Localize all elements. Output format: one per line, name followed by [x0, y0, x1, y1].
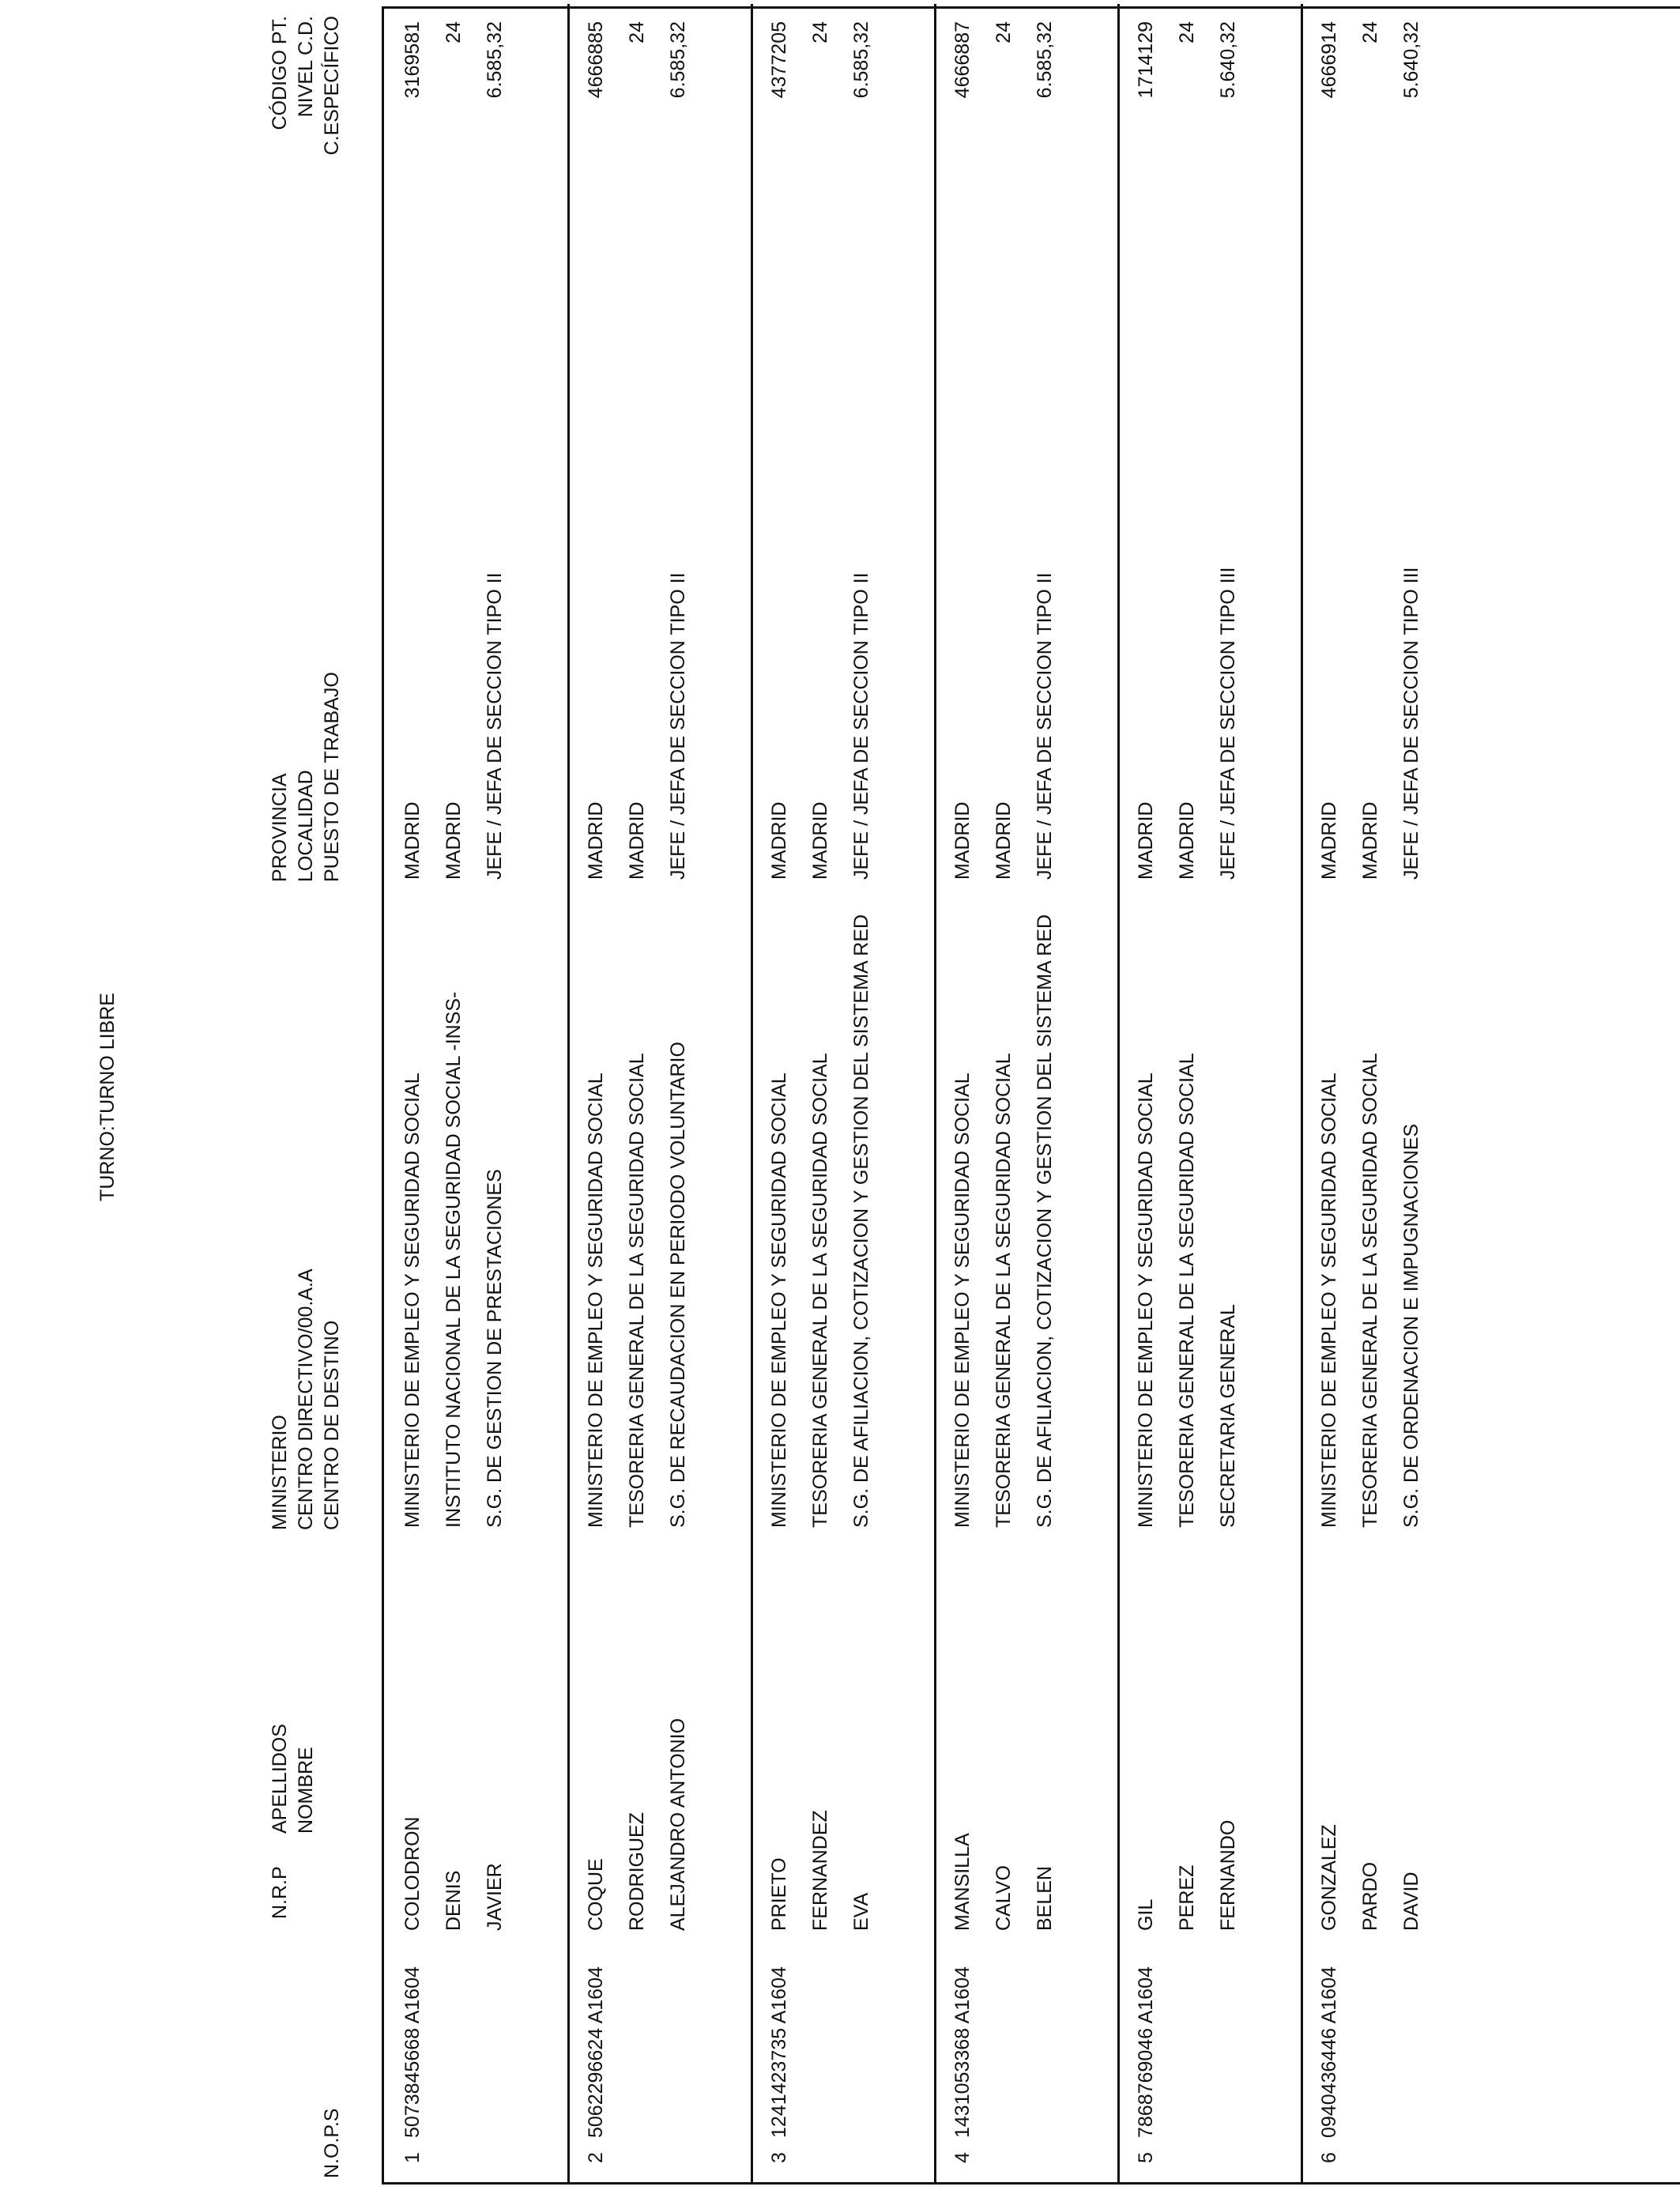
c-especifico: 6.585,32	[1034, 21, 1056, 99]
apellido2: CALVO	[993, 1865, 1015, 1931]
table-row	[770, 4, 932, 2182]
localidad: MADRID	[626, 801, 648, 880]
ministerio: MINISTERIO DE EMPLEO Y SEGURIDAD SOCIAL	[585, 1072, 607, 1528]
nivel-cd: 24	[993, 21, 1015, 43]
header-provincia-label: PROVINCIA	[269, 773, 291, 882]
nrp-value: 1431053368 A1604	[951, 1966, 974, 2138]
header-nrp-label: N.R.P	[269, 1866, 291, 1919]
apellido1: GIL	[1135, 1898, 1157, 1931]
nrp-value: 7868769046 A1604	[1135, 1966, 1157, 2138]
centro-directivo: TESORERIA GENERAL DE LA SEGURIDAD SOCIAL	[1176, 1053, 1198, 1528]
nombre: EVA	[850, 1892, 872, 1931]
codigo-pt: 4377205	[768, 21, 790, 99]
provincia: MADRID	[951, 801, 974, 880]
header-centro-destino-label: CENTRO DE DESTINO	[321, 1320, 343, 1530]
localidad: MADRID	[1359, 801, 1381, 880]
centro-directivo: INSTITUTO NACIONAL DE LA SEGURIDAD SOCIAL -INSS-	[443, 991, 465, 1528]
ministerio: MINISTERIO DE EMPLEO Y SEGURIDAD SOCIAL	[401, 1072, 424, 1528]
header-puesto-label: PUESTO DE TRABAJO	[321, 672, 343, 882]
nombre: JAVIER	[484, 1863, 506, 1931]
localidad: MADRID	[993, 801, 1015, 880]
localidad: MADRID	[1176, 801, 1198, 880]
ministerio: MINISTERIO DE EMPLEO Y SEGURIDAD SOCIAL	[951, 1072, 974, 1528]
provincia: MADRID	[768, 801, 790, 880]
centro-directivo: TESORERIA GENERAL DE LA SEGURIDAD SOCIAL	[809, 1053, 831, 1528]
nombre: BELEN	[1034, 1866, 1056, 1931]
codigo-pt: 4666887	[951, 21, 974, 99]
header-nrp	[267, 1866, 293, 1919]
row-divider	[1117, 4, 1120, 2182]
table-row	[953, 4, 1116, 2182]
ministerio: MINISTERIO DE EMPLEO Y SEGURIDAD SOCIAL	[1318, 1072, 1340, 1528]
apellido1: GONZALEZ	[1318, 1824, 1340, 1931]
centro-destino: S.G. DE AFILIACION, COTIZACION Y GESTION DEL SISTEMA RED	[1034, 914, 1056, 1528]
header-centro-directivo-label: CENTRO DIRECTIVO/00.A.A	[295, 1269, 317, 1530]
nombre: DAVID	[1400, 1872, 1422, 1931]
apellido2: DENIS	[443, 1870, 465, 1931]
row-number: 1	[401, 2152, 424, 2163]
centro-directivo: TESORERIA GENERAL DE LA SEGURIDAD SOCIAL	[1359, 1053, 1381, 1528]
apellido2: RODRIGUEZ	[626, 1812, 648, 1931]
puesto: JEFE / JEFA DE SECCION TIPO II	[484, 572, 506, 880]
row-number: 6	[1318, 2152, 1340, 2163]
centro-destino: SECRETARIA GENERAL	[1217, 1304, 1239, 1528]
row-divider	[934, 4, 936, 2182]
codigo-pt: 3169581	[401, 21, 424, 99]
nivel-cd: 24	[809, 21, 831, 43]
c-especifico: 6.585,32	[850, 21, 872, 99]
header-ubicacion	[267, 672, 345, 882]
centro-destino: S.G. DE ORDENACION E IMPUGNACIONES	[1400, 1123, 1422, 1528]
row-divider	[567, 4, 570, 2182]
apellido2: PEREZ	[1176, 1864, 1198, 1931]
row-number: 2	[585, 2152, 607, 2163]
row-divider	[1301, 4, 1303, 2182]
apellido1: COQUE	[585, 1858, 607, 1931]
puesto: JEFE / JEFA DE SECCION TIPO II	[667, 572, 689, 880]
puesto: JEFE / JEFA DE SECCION TIPO III	[1217, 567, 1239, 880]
c-especifico: 6.585,32	[484, 21, 506, 99]
provincia: MADRID	[585, 801, 607, 880]
centro-directivo: TESORERIA GENERAL DE LA SEGURIDAD SOCIAL	[626, 1053, 648, 1528]
header-codigos	[267, 16, 345, 164]
header-ministerio-label: MINISTERIO	[269, 1415, 291, 1530]
turno-title: TURNO:TURNO LIBRE	[96, 993, 119, 1201]
codigo-pt: 1714129	[1135, 21, 1157, 99]
apellido1: PRIETO	[768, 1857, 790, 1931]
row-number: 3	[768, 2152, 790, 2163]
header-apellidos-nombre	[267, 1724, 319, 1834]
row-number: 4	[951, 2152, 974, 2163]
nrp-value: 0940436446 A1604	[1318, 1966, 1340, 2138]
c-especifico: 5.640,32	[1400, 21, 1422, 99]
apellido1: MANSILLA	[951, 1833, 974, 1931]
table-row	[1320, 4, 1482, 2182]
header-nivel-label: NIVEL C.D.	[295, 16, 317, 118]
apellido1: COLODRON	[401, 1816, 424, 1931]
centro-destino: S.G. DE RECAUDACION EN PERIODO VOLUNTARIO	[667, 1042, 689, 1528]
puesto: JEFE / JEFA DE SECCION TIPO II	[850, 572, 872, 880]
row-number: 5	[1135, 2152, 1157, 2163]
c-especifico: 5.640,32	[1217, 21, 1239, 99]
header-organismo	[267, 1269, 345, 1530]
codigo-pt: 4666914	[1318, 21, 1340, 99]
localidad: MADRID	[443, 801, 465, 880]
records-table	[382, 6, 1680, 2185]
centro-destino: S.G. DE GESTION DE PRESTACIONES	[484, 1169, 506, 1528]
header-nops	[319, 2109, 345, 2178]
header-codigo-label: CÓDIGO PT.	[269, 16, 291, 130]
nivel-cd: 24	[1359, 21, 1381, 43]
nivel-cd: 24	[443, 21, 465, 43]
provincia: MADRID	[1318, 801, 1340, 880]
puesto: JEFE / JEFA DE SECCION TIPO III	[1400, 567, 1422, 880]
localidad: MADRID	[809, 801, 831, 880]
nombre: FERNANDO	[1217, 1819, 1239, 1931]
puesto: JEFE / JEFA DE SECCION TIPO II	[1034, 572, 1056, 880]
table-row	[1136, 4, 1299, 2182]
nrp-value: 5062296624 A1604	[585, 1966, 607, 2138]
header-nops-label: N.O.P.S	[321, 2108, 343, 2178]
header-nombre-label: NOMBRE	[295, 1747, 317, 1834]
apellido2: PARDO	[1359, 1861, 1381, 1931]
nrp-value: 5073845668 A1604	[401, 1966, 424, 2138]
ministerio: MINISTERIO DE EMPLEO Y SEGURIDAD SOCIAL	[1135, 1072, 1157, 1528]
centro-directivo: TESORERIA GENERAL DE LA SEGURIDAD SOCIAL	[993, 1053, 1015, 1528]
provincia: MADRID	[401, 801, 424, 880]
table-row	[586, 4, 749, 2182]
apellido2: FERNANDEZ	[809, 1810, 831, 1931]
codigo-pt: 4666885	[585, 21, 607, 99]
provincia: MADRID	[1135, 801, 1157, 880]
nrp-value: 1241423735 A1604	[768, 1966, 790, 2138]
header-apellidos-label: APELLIDOS	[269, 1724, 291, 1834]
centro-destino: S.G. DE AFILIACION, COTIZACION Y GESTION DEL SISTEMA RED	[850, 914, 872, 1528]
header-localidad-label: LOCALIDAD	[295, 770, 317, 882]
nivel-cd: 24	[1176, 21, 1198, 43]
row-divider	[751, 4, 753, 2182]
nombre: ALEJANDRO ANTONIO	[667, 1717, 689, 1931]
header-especifico-label: C.ESPECÍFICO	[321, 16, 343, 156]
table-row	[403, 4, 566, 2182]
ministerio: MINISTERIO DE EMPLEO Y SEGURIDAD SOCIAL	[768, 1072, 790, 1528]
c-especifico: 6.585,32	[667, 21, 689, 99]
nivel-cd: 24	[626, 21, 648, 43]
